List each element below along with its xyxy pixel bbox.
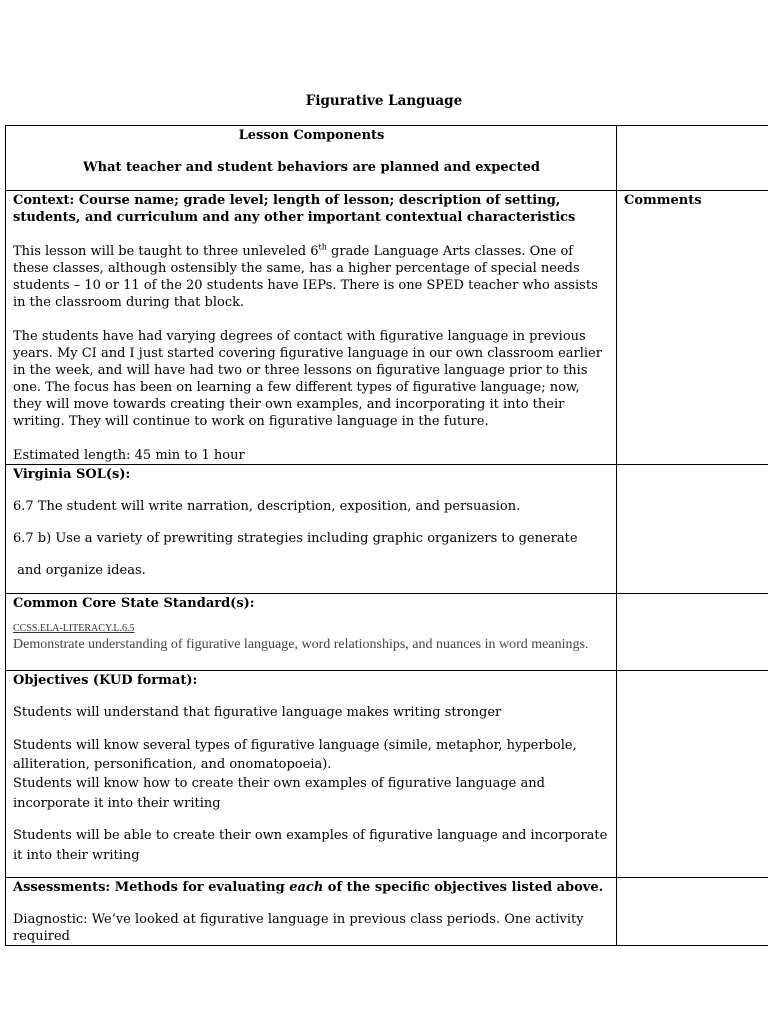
estimated-length: Estimated length: 45 min to 1 hour	[13, 448, 245, 463]
diagnostic-text: Diagnostic: We’ve looked at figurative language in previous class periods. One activity required	[13, 912, 584, 944]
objective-know-2: Students will know how to create their own examples of figurative language and incorporate it into their writing	[13, 776, 545, 811]
sol-line-2: 6.7 b) Use a variety of prewriting strategies including graphic organizers to generate	[13, 531, 578, 546]
sol-line-1: 6.7 The student will write narration, description, exposition, and persuasion.	[13, 499, 521, 514]
sol-line-3: and organize ideas.	[13, 563, 146, 578]
assessments-heading-emphasis: each	[289, 880, 324, 895]
ccss-heading: Common Core State Standard(s):	[13, 596, 255, 611]
assessments-row	[6, 878, 768, 946]
context-row	[6, 191, 768, 465]
context-heading: Context: Course name; grade level; length of lesson; description of setting, students, and curriculum and any other important contextual characteristics	[13, 193, 576, 225]
assessments-heading-end: of the specific objectives listed above.	[323, 880, 604, 895]
objectives-heading: Objectives (KUD format):	[13, 673, 198, 688]
ccss-code-link[interactable]: CCSS.ELA-LITERACY.L.6.5	[13, 623, 135, 634]
objectives-cell	[6, 671, 617, 878]
assessments-cell	[6, 878, 617, 946]
ccss-side-cell	[617, 594, 768, 671]
context-paragraph-2: The students have had varying degrees of contact with figurative language in previous years. My CI and I just started covering figurative language in our own classroom earlier in the week, and will have had two or three lessons on figurative language prior to this one. The focus has been on learning a few different types of figurative language; now, they will move towards creating their own examples, and incorporating it into their writing. They will continue to work on figurative language in the future.	[13, 329, 602, 429]
header-row	[6, 126, 768, 191]
header-side-cell	[617, 126, 768, 191]
objectives-row	[6, 671, 768, 878]
comments-cell	[617, 191, 768, 465]
lesson-components-heading: Lesson Components	[238, 128, 385, 143]
sol-row	[6, 465, 768, 594]
assessments-side-cell	[617, 878, 768, 946]
context-para1-end: grade Language Arts classes. One of these classes, although ostensibly the same, has a higher percentage of special needs students – 10 or 11 of the 20 students have IEPs. There is one SPED teacher who assists in the classroom during that block.	[13, 244, 598, 310]
context-cell	[6, 191, 617, 465]
ccss-row	[6, 594, 768, 671]
sol-side-cell	[617, 465, 768, 594]
lesson-plan-table	[5, 125, 768, 946]
context-para1-start: This lesson will be taught to three unleveled 6	[13, 244, 319, 259]
context-paragraph-1	[13, 243, 610, 311]
assessments-heading	[13, 879, 610, 896]
objective-understand: Students will understand that figurative language makes writing stronger	[13, 705, 502, 720]
behaviors-heading: What teacher and student behaviors are planned and expected	[83, 160, 540, 175]
assessments-heading-start: Assessments: Methods for evaluating	[13, 880, 290, 895]
objective-do: Students will be able to create their own examples of figurative language and incorporate it into their writing	[13, 828, 608, 863]
sol-heading: Virginia SOL(s):	[13, 467, 131, 482]
document-title: Figurative Language	[305, 93, 463, 109]
sol-cell	[6, 465, 617, 594]
objective-know-1: Students will know several types of figurative language (simile, metaphor, hyperbole, alliteration, personification, and onomatopoeia).	[13, 738, 577, 772]
objectives-side-cell	[617, 671, 768, 878]
ccss-cell	[6, 594, 617, 671]
ordinal-superscript: th	[318, 242, 327, 252]
ccss-text: Demonstrate understanding of figurative language, word relationships, and nuances in word meanings.	[13, 637, 589, 652]
comments-label: Comments	[624, 193, 702, 208]
header-cell	[6, 126, 617, 191]
